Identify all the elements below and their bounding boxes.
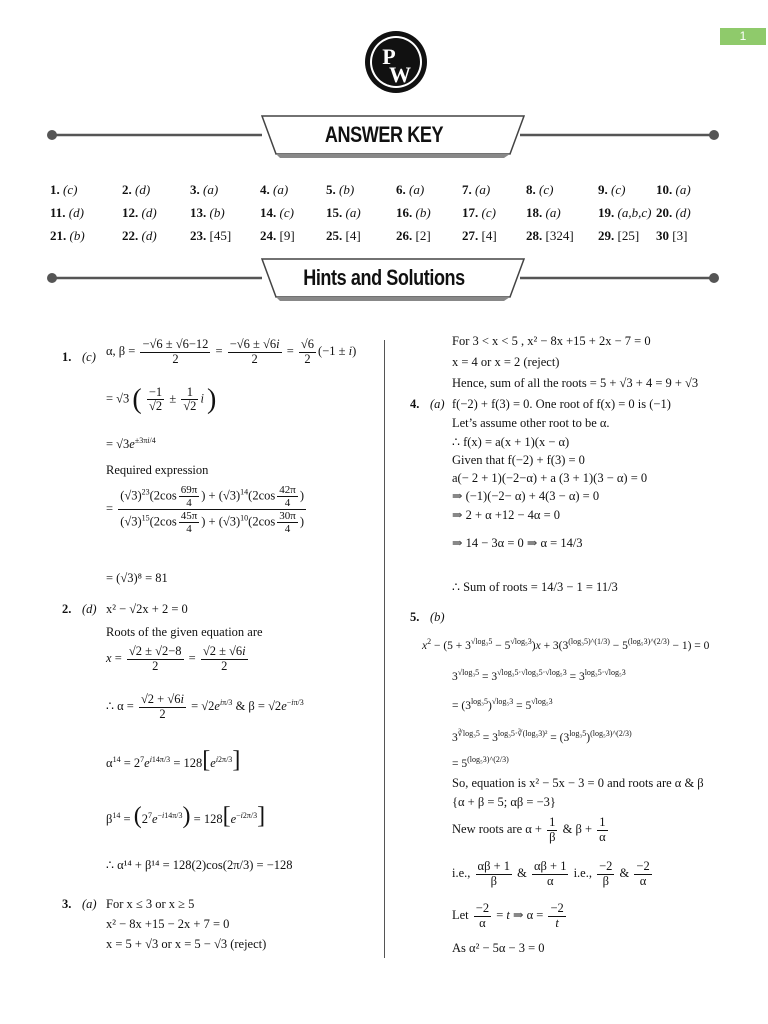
q2-final: ∴ α¹⁴ + β¹⁴ = 128(2)cos(2π/3) = −128 (106, 858, 293, 872)
q4-line5: a(− 2 + 1)(−2−α) + a (3 + 1)(3 − α) = 0 (452, 471, 648, 485)
answer-key-number: 10. (656, 182, 673, 197)
answer-key-number: 20. (656, 205, 673, 220)
q1-required: Required expression (106, 463, 209, 477)
answer-key-answer: (c) (478, 205, 496, 220)
answer-key-number: 19. (598, 205, 615, 220)
answer-key-answer: (d) (138, 205, 157, 220)
q4-answer: (a) (430, 397, 445, 411)
answer-key-answer: [4] (342, 228, 361, 243)
q3-answer: (a) (82, 897, 97, 911)
answer-key-answer: (c) (59, 182, 78, 197)
answer-key-number: 23. (190, 228, 207, 243)
answer-key-answer: (a) (342, 205, 361, 220)
q4-line7: ⇒ 2 + α +12 − 4α = 0 (452, 508, 561, 522)
answer-key-answer: [25] (614, 228, 640, 243)
q5-number: 5. (410, 610, 420, 624)
q4-line9: ∴ Sum of roots = 14/3 − 1 = 11/3 (452, 580, 618, 594)
answer-key-number: 29. (598, 228, 615, 243)
q5-set: {α + β = 5; αβ = −3} (452, 795, 556, 809)
answer-key-number: 9. (598, 182, 608, 197)
q5-step2: = $(3^{log_35})^{√log_53} = 5^{√log_53}$ (452, 697, 553, 712)
q1-step2: = √3 ( $\frac{-1}{√2}$ ± $\frac{1}{√2}$ i ) (106, 384, 217, 415)
q1-result: = (√3)⁸ = 81 (106, 571, 168, 585)
q4-line8: ⇒ 14 − 3α = 0 ⇒ α = 14/3 (452, 536, 583, 550)
answer-key-answer: [45] (206, 228, 232, 243)
q1-step3: = $√3e^{\pm 3\pi i/4}$ (106, 436, 156, 452)
answer-key-number: 4. (260, 182, 270, 197)
answer-key-number: 24. (260, 228, 277, 243)
answer-key-number: 27. (462, 228, 479, 243)
answer-key-number: 11. (50, 205, 66, 220)
q2-step1: x = $\frac{√2 \pm √2-8}{2}$ = $\frac{√2 \pm √6i}{2}$ (106, 644, 246, 673)
q1-step1: α, β = $\frac{-√6 \pm √6-12}{2}$ = $\frac{-√6 \pm √6i}{2}$ = $\frac{√6}{2}$ (−1 ± i) (106, 337, 357, 366)
q5-step1: $3^{√log_35} = 3^{√log_35\cdot√log_35\cdot√log_53} = 3^{log_35\cdot√log_53}$ (452, 668, 626, 683)
q5-let: Let $\frac{-2}{\alpha}$ = t ⇒ α = $\frac{-2}{t}$ (452, 901, 564, 930)
q3-line2: x² − 8x +15 − 2x + 7 = 0 (106, 917, 230, 931)
hints-heading: Hints and Solutions (303, 265, 465, 290)
answer-key-answer: (b) (206, 205, 225, 220)
q3-right-line1: For 3 < x < 5 , x² − 8x +15 + 2x − 7 = 0 (452, 334, 651, 348)
q1-expression: = $(√3)^{23}(2\cos$ $\frac{69\pi}{4}$ ) + $(√3)^{14}(2\cos$ $\frac{42\pi}{4}$ ) $(√3)^{15}(2\cos$ $\frac{45\pi}{4}$ ) + $(√3)^{10}(2\cos$ $\frac{30\pi}{4}$ ) (106, 484, 304, 536)
answer-key-number: 25. (326, 228, 343, 243)
answer-key-answer: (b) (412, 205, 431, 220)
answer-key-number: 22. (122, 228, 139, 243)
q5-as: As α² − 5α − 3 = 0 (452, 941, 545, 955)
answer-key-number: 17. (462, 205, 479, 220)
answer-key-answer: [4] (478, 228, 497, 243)
answer-key-number: 21. (50, 228, 67, 243)
q2-step2: ∴ α = $\frac{√2 + √6i}{2}$ = $√2e^{i\pi/3}$ & $\beta = √2e^{-i\pi/3}$ (106, 692, 304, 721)
q5-answer: (b) (430, 610, 445, 624)
q3-line3: x = 5 + √3 or x = 5 − √3 (reject) (106, 937, 267, 951)
answer-key-answer: (c) (535, 182, 554, 197)
answer-key-number: 8. (526, 182, 536, 197)
answer-key-answer: (d) (138, 228, 157, 243)
answer-key-answer: (d) (65, 205, 84, 220)
right-column (384, 0, 768, 1024)
answer-key-number: 5. (326, 182, 336, 197)
q4-line6: ⇒ (−1)(−2− α) + 4(3 − α) = 0 (452, 489, 600, 503)
answer-key-answer: [2] (412, 228, 431, 243)
q5-ie: i.e., $\frac{\alpha\beta + 1}{\beta}$ & $\frac{\alpha\beta + 1}{\alpha}$ i.e., $\frac{-2}{\beta}$ & $\frac{-2}{\alpha}$ (452, 859, 650, 888)
answer-key-number: 30 (656, 228, 669, 243)
answer-key-number: 3. (190, 182, 200, 197)
answer-key-answer: (a) (269, 182, 289, 197)
q2-step4: $\beta^{14} = (2^7e^{-i14\pi/3}) = 128[e^{-i2\pi/3}]$ (106, 803, 266, 829)
q3-right-line3: Hence, sum of all the roots = 5 + √3 + 4 = 9 + √3 (452, 376, 699, 390)
q4-line1: f(−2) + f(3) = 0. One root of f(x) = 0 is (−1) (452, 397, 671, 411)
q4-line3: ∴ f(x) = a(x + 1)(x − α) (452, 435, 570, 449)
q5-equation: $x^2 - (5 + 3^{√log_35} - 5^{√log_53})x + 3(3^{(log_35)\^{}(1/3)} - 5^{(log_53)\^{}(2/3)} - 1) = 0$ (422, 637, 710, 652)
answer-key-answer: [3] (669, 228, 688, 243)
q5-new-roots: New roots are α + $\frac{1}{\beta}$ & β + $\frac{1}{\alpha}$ (452, 815, 606, 844)
q2-answer: (d) (82, 602, 97, 616)
answer-key-number: 16. (396, 205, 413, 220)
answer-key-number: 13. (190, 205, 207, 220)
q5-eq-text: So, equation is x² − 5x − 3 = 0 and roots are α & β (452, 776, 704, 790)
answer-key-answer: [324] (542, 228, 574, 243)
q1-answer: (c) (82, 350, 96, 364)
q3-line1: For x ≤ 3 or x ≥ 5 (106, 897, 195, 911)
answer-key-number: 1. (50, 182, 60, 197)
page-number-badge: 1 (720, 28, 766, 45)
q1-number: 1. (62, 350, 72, 364)
q2-number: 2. (62, 602, 72, 616)
q3-right-line2: x = 4 or x = 2 (reject) (452, 355, 560, 369)
answer-key-number: 18. (526, 205, 543, 220)
answer-key-answer: (a) (672, 182, 691, 197)
q2-step3: $\alpha^{14} = 2^7e^{i14\pi/3} = 128[e^{i2\pi/3}]$ (106, 747, 241, 773)
svg-text:W: W (389, 62, 411, 87)
answer-key-answer: (b) (66, 228, 85, 243)
answer-key-answer: (c) (276, 205, 294, 220)
q4-line4: Given that f(−2) + f(3) = 0 (452, 453, 585, 467)
answer-key-number: 12. (122, 205, 139, 220)
answer-key-number: 7. (462, 182, 472, 197)
answer-key-answer: [9] (276, 228, 295, 243)
q2-roots-text: Roots of the given equation are (106, 625, 263, 639)
q5-step4: = $5^{(log_53)\^{}(2/3)}$ (452, 755, 509, 770)
q2-equation: x² − √2x + 2 = 0 (106, 602, 188, 616)
answer-key-answer: (a) (199, 182, 219, 197)
answer-key-answer: (a) (542, 205, 561, 220)
answer-key-answer: (d) (672, 205, 691, 220)
answer-key-answer: (a) (471, 182, 491, 197)
answer-key-heading: ANSWER KEY (324, 122, 444, 147)
answer-key-answer: (a,b,c) (614, 205, 652, 220)
answer-key-answer: (a) (405, 182, 425, 197)
answer-key-answer: (c) (607, 182, 626, 197)
answer-key-number: 26. (396, 228, 413, 243)
q4-number: 4. (410, 397, 420, 411)
answer-key-answer: (d) (131, 182, 151, 197)
answer-key-number: 15. (326, 205, 343, 220)
answer-key-number: 14. (260, 205, 277, 220)
q4-line2: Let’s assume other root to be α. (452, 416, 610, 430)
answer-key-number: 28. (526, 228, 543, 243)
q3-number: 3. (62, 897, 72, 911)
svg-text:P: P (382, 44, 396, 69)
answer-key-number: 6. (396, 182, 406, 197)
answer-key-number: 2. (122, 182, 132, 197)
q5-step3: $3^{∛log_35} = 3^{log_35\cdot∛(log_53)^2} = (3^{log_35})^{(log_53)\^{}(2/3)}$ (452, 729, 632, 744)
answer-key-answer: (b) (335, 182, 355, 197)
